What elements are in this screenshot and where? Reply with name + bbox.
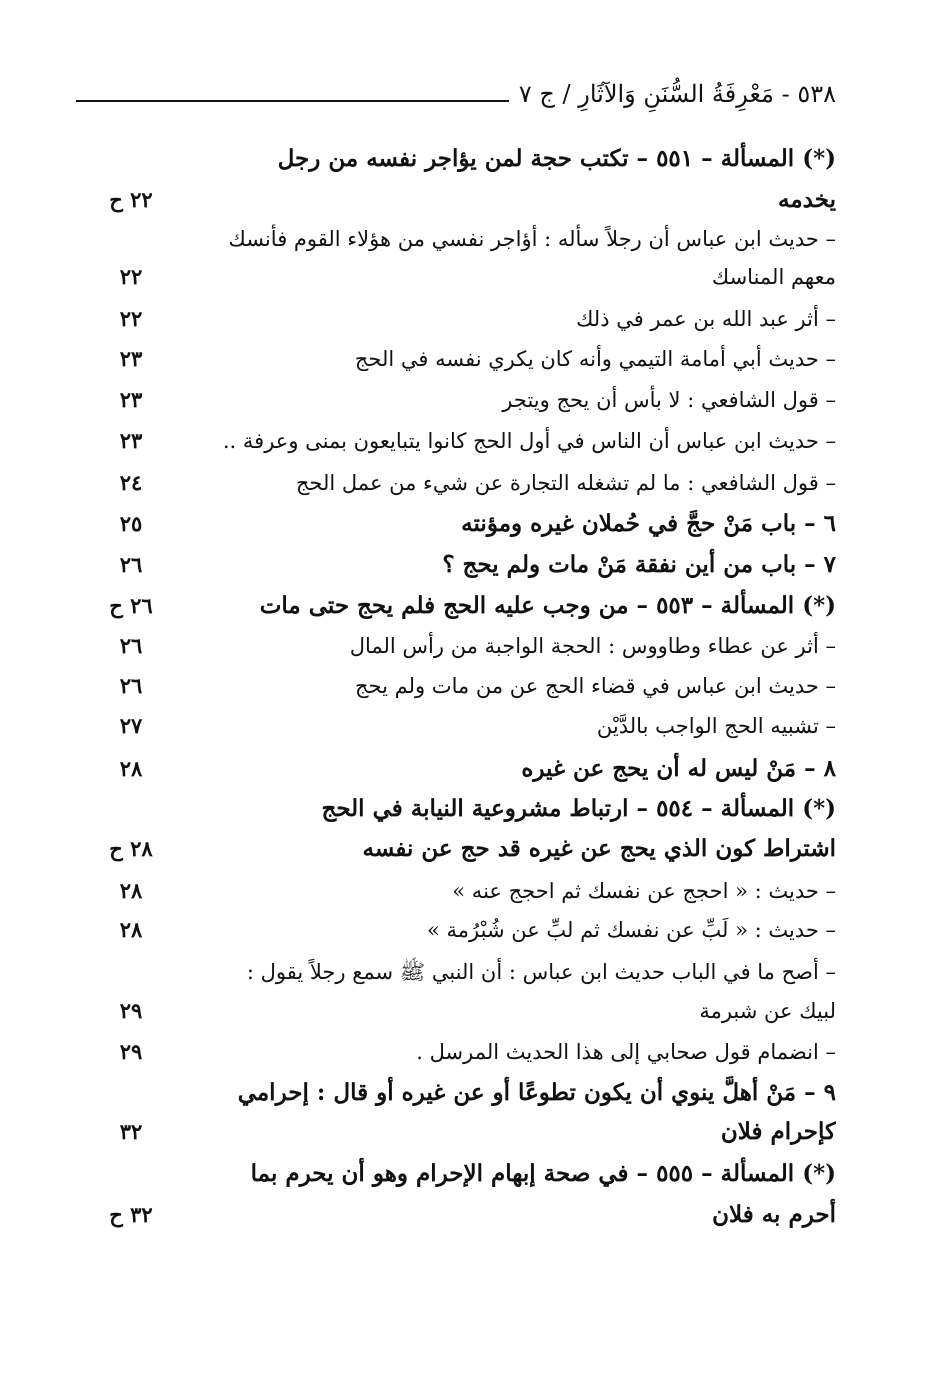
- entry-text: – أثر عن عطاء وطاووس : الحجة الواجبة من رأس المال: [349, 634, 836, 658]
- toc-entry: [76, 297, 836, 341]
- entry-text: – أثر عبد الله بن عمر في ذلك: [576, 307, 836, 331]
- entry-text: – قول الشافعي : ما لم تشغله التجارة عن شيء من عمل الحج: [295, 471, 836, 495]
- header-rule: [76, 100, 509, 102]
- entry-text: – حديث : « احجج عن نفسك ثم احجج عنه »: [452, 879, 836, 903]
- entry-text: اشتراط كون الذي يحج عن غيره قد حج عن نفسه: [362, 835, 836, 862]
- toc-entry: [76, 1030, 836, 1074]
- entry-page: ٢٦: [119, 673, 143, 698]
- toc-entry: [76, 461, 836, 505]
- toc-entry-issue-554-cont: [76, 827, 836, 871]
- page-header: [76, 74, 836, 114]
- toc-entry-issue-554: [76, 787, 836, 831]
- toc-entry: [76, 664, 836, 708]
- toc-entry: [76, 337, 836, 381]
- entry-text: ٨ – مَنْ ليس له أن يحج عن غيره: [521, 755, 836, 782]
- entry-text: – حديث ابن عباس أن الناس في أول الحج كانوا يتبايعون بمنى وعرفة ..: [222, 429, 836, 453]
- toc-entry: [76, 869, 836, 913]
- entry-page: ٢٦ ح: [109, 593, 153, 618]
- toc-entry-issue-555: [76, 1152, 836, 1196]
- entry-text: ٧ – باب من أين نفقة مَنْ مات ولم يحج ؟: [442, 551, 836, 578]
- entry-text: ٩ – مَنْ أهلَّ ينوي أن يكون تطوعًا أو عن غيره أو قال : إحرامي: [237, 1079, 836, 1106]
- entry-text: أحرم به فلان: [712, 1201, 836, 1228]
- entry-page: ٢٨: [119, 878, 143, 903]
- entry-page: ٢٥: [119, 511, 143, 536]
- entry-text: (*) المسألة – ٥٥١ – تكتب حجة لمن يؤاجر نفسه من رجل: [277, 145, 836, 172]
- toc-entry: [76, 704, 836, 748]
- entry-page: ٢٢: [119, 264, 143, 289]
- entry-text: – حديث أبي أمامة التيمي وأنه كان يكري نفسه في الحج: [354, 347, 836, 371]
- toc-entry-issue-555-cont: [76, 1193, 836, 1237]
- entry-text: ٦ – باب مَنْ حجَّ في حُملان غيره ومؤنته: [461, 510, 836, 537]
- toc-entry-issue-553: [76, 584, 836, 628]
- entry-text: – قول الشافعي : لا بأس أن يحج ويتجر: [502, 388, 836, 412]
- entry-page: ٣٢ ح: [109, 1202, 153, 1227]
- toc-entry-chapter-9-cont: [76, 1110, 836, 1154]
- entry-page: ٢٨ ح: [109, 836, 153, 861]
- entry-page: ٢٨: [119, 917, 143, 942]
- toc-entry-chapter-7: [76, 543, 836, 587]
- toc-entry-chapter-8: [76, 747, 836, 791]
- entry-page: ٣٢: [119, 1119, 143, 1144]
- entry-page: ٢٢ ح: [109, 187, 153, 212]
- toc-entry: [76, 378, 836, 422]
- entry-page: ٢٣: [119, 428, 143, 453]
- entry-text: – انضمام قول صحابي إلى هذا الحديث المرسل .: [416, 1040, 836, 1064]
- toc-entry: [76, 950, 836, 994]
- toc-entry-issue-551: [76, 137, 836, 181]
- toc-entry: [76, 908, 836, 952]
- entry-text: (*) المسألة – ٥٥٥ – في صحة إبهام الإحرام وهو أن يحرم بما: [250, 1160, 836, 1187]
- toc-entry-issue-551-cont: [76, 178, 836, 222]
- entry-text: يخدمه: [778, 186, 836, 213]
- entry-page: ٢٤: [119, 470, 143, 495]
- entry-text: (*) المسألة – ٥٥٤ – ارتباط مشروعية النيابة في الحج: [321, 795, 836, 822]
- entry-page: ٢٦: [119, 633, 143, 658]
- entry-text: – حديث ابن عباس أن رجلاً سأله : أؤاجر نفسي من هؤلاء القوم فأنسك: [228, 227, 836, 251]
- entry-page: ٢٨: [119, 756, 143, 781]
- entry-page: ٢٦: [119, 552, 143, 577]
- entry-page: ٢٣: [119, 346, 143, 371]
- running-title: ٥٣٨ - مَعْرِفَةُ السُّنَنِ وَالآثَارِ / ج ٧: [518, 80, 836, 108]
- toc-entry-cont: [76, 255, 836, 299]
- toc-entry-chapter-9: [76, 1071, 836, 1115]
- entry-text: كإحرام فلان: [720, 1118, 836, 1145]
- entry-page: ٢٩: [119, 1039, 143, 1064]
- entry-page: ٢٩: [119, 998, 143, 1023]
- entry-text: – أصح ما في الباب حديث ابن عباس : أن النبي ﷺ سمع رجلاً يقول :: [246, 960, 836, 984]
- toc-entry-cont: [76, 989, 836, 1033]
- entry-text: (*) المسألة – ٥٥٣ – من وجب عليه الحج فلم يحج حتى مات: [259, 592, 836, 619]
- entry-page: ٢٢: [119, 306, 143, 331]
- entry-text: – حديث : « لَبِّ عن نفسك ثم لبِّ عن شُبْرُمة »: [427, 918, 836, 942]
- entry-page: ٢٧: [119, 713, 143, 738]
- toc-entry: [76, 419, 836, 463]
- entry-text: لبيك عن شبرمة: [699, 999, 836, 1023]
- toc-entry: [76, 624, 836, 668]
- entry-text: – تشبيه الحج الواجب بالدَّيْن: [596, 714, 836, 738]
- toc-entry-chapter-6: [76, 502, 836, 546]
- entry-text: معهم المناسك: [711, 265, 836, 289]
- entry-text: – حديث ابن عباس في قضاء الحج عن من مات ولم يحج: [354, 674, 836, 698]
- entry-page: ٢٣: [119, 387, 143, 412]
